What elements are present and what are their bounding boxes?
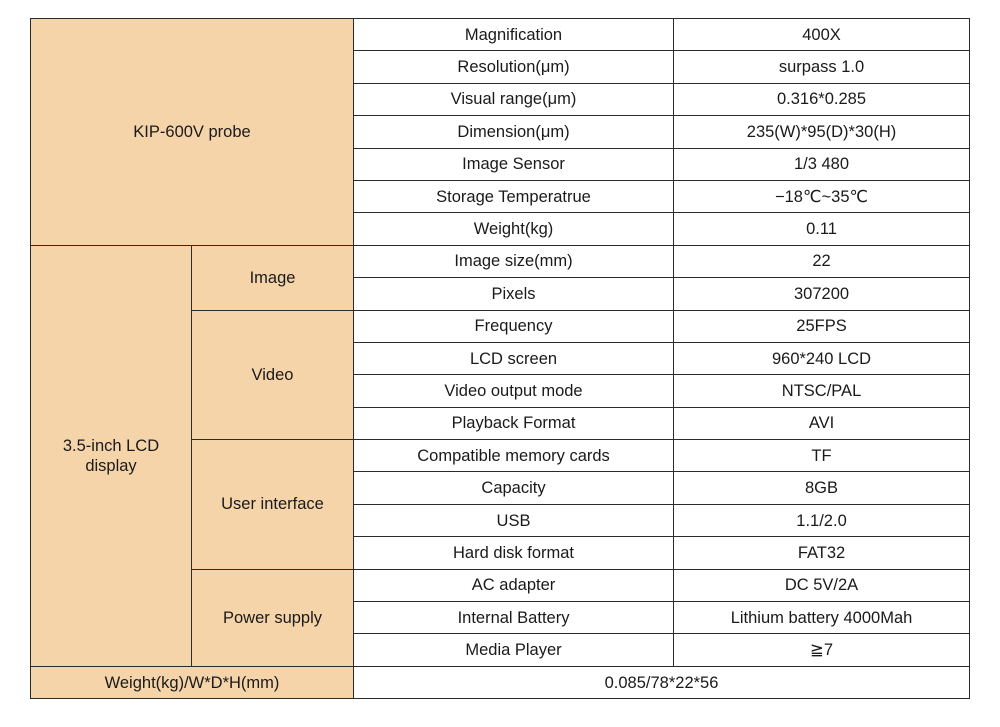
- spec-value: 235(W)*95(D)*30(H): [674, 116, 970, 148]
- spec-value: Lithium battery 4000Mah: [674, 602, 970, 634]
- table-row: [31, 19, 970, 51]
- subgroup-video: Video: [192, 310, 354, 440]
- spec-key: Storage Temperatrue: [354, 180, 674, 212]
- footer-label: Weight(kg)/W*D*H(mm): [31, 666, 354, 698]
- subgroup-image: Image: [192, 245, 354, 310]
- spec-key: Playback Format: [354, 407, 674, 439]
- spec-key: Hard disk format: [354, 537, 674, 569]
- group-probe: KIP-600V probe: [31, 19, 354, 246]
- spec-value: 960*240 LCD: [674, 342, 970, 374]
- spec-key: AC adapter: [354, 569, 674, 601]
- spec-value: ≧7: [674, 634, 970, 666]
- spec-value: 22: [674, 245, 970, 277]
- spec-key: Internal Battery: [354, 602, 674, 634]
- spec-value: AVI: [674, 407, 970, 439]
- spec-key: Image size(mm): [354, 245, 674, 277]
- spec-key: Dimension(μm): [354, 116, 674, 148]
- spec-value: 400X: [674, 19, 970, 51]
- spec-key: Pixels: [354, 278, 674, 310]
- spec-key: Magnification: [354, 19, 674, 51]
- spec-key: Visual range(μm): [354, 83, 674, 115]
- spec-value: 1.1/2.0: [674, 504, 970, 536]
- spec-key: Compatible memory cards: [354, 440, 674, 472]
- spec-key: USB: [354, 504, 674, 536]
- spec-key: LCD screen: [354, 342, 674, 374]
- spec-value: TF: [674, 440, 970, 472]
- spec-value: DC 5V/2A: [674, 569, 970, 601]
- spec-key: Weight(kg): [354, 213, 674, 245]
- spec-key: Video output mode: [354, 375, 674, 407]
- table-row-footer: [31, 666, 970, 698]
- spec-key: Resolution(μm): [354, 51, 674, 83]
- spec-key: Frequency: [354, 310, 674, 342]
- subgroup-user-interface: User interface: [192, 440, 354, 570]
- spec-value: −18℃~35℃: [674, 180, 970, 212]
- subgroup-power-supply: Power supply: [192, 569, 354, 666]
- spec-value: 0.11: [674, 213, 970, 245]
- spec-value: FAT32: [674, 537, 970, 569]
- group-lcd-line2: display: [85, 456, 137, 475]
- table-row: [31, 245, 970, 277]
- spec-value: surpass 1.0: [674, 51, 970, 83]
- spec-key: Capacity: [354, 472, 674, 504]
- spec-value: 25FPS: [674, 310, 970, 342]
- spec-value: NTSC/PAL: [674, 375, 970, 407]
- group-lcd-line1: 3.5-inch LCD: [62, 436, 160, 455]
- spec-value: 1/3 480: [674, 148, 970, 180]
- footer-value: 0.085/78*22*56: [354, 666, 970, 698]
- spec-value: 307200: [674, 278, 970, 310]
- spec-table: [30, 18, 970, 699]
- spec-key: Media Player: [354, 634, 674, 666]
- spec-key: Image Sensor: [354, 148, 674, 180]
- spec-value: 8GB: [674, 472, 970, 504]
- group-lcd-display: [31, 245, 192, 666]
- spec-value: 0.316*0.285: [674, 83, 970, 115]
